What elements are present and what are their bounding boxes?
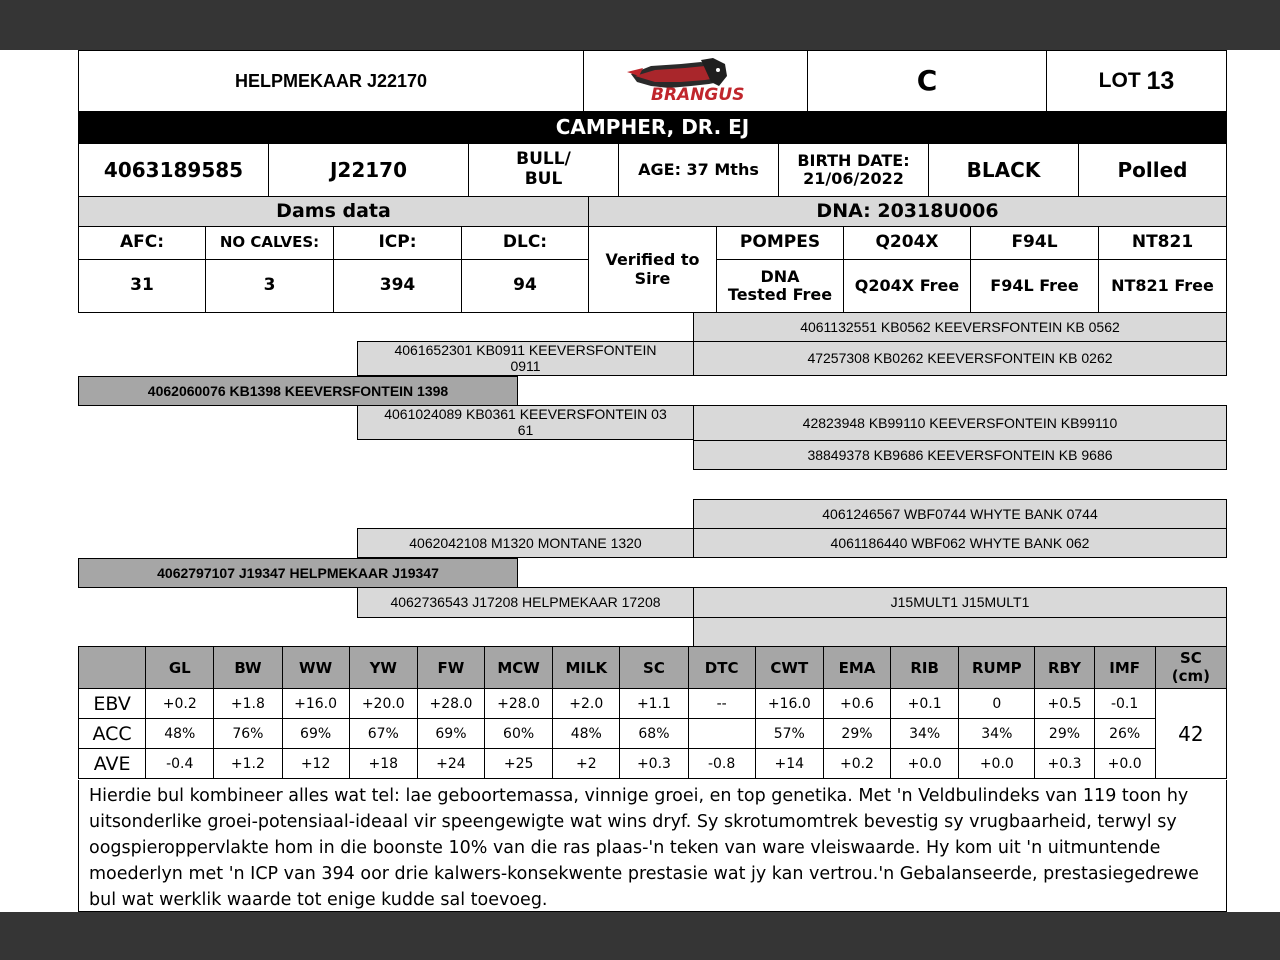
acc-cell: 48% bbox=[553, 719, 620, 749]
ebv-header-sc-cm bbox=[1155, 647, 1226, 689]
ebv-cell: -0.1 bbox=[1094, 689, 1155, 719]
pedigree-ds-sire: 4061246567 WBF0744 WHYTE BANK 0744 bbox=[693, 499, 1227, 529]
dna-header-pompes: POMPES bbox=[716, 226, 844, 260]
ebv-header: RUMP bbox=[959, 647, 1035, 689]
dna-header-q204x: Q204X bbox=[843, 226, 971, 260]
pedigree-dam-sire: 4062042108 M1320 MONTANE 1320 bbox=[357, 528, 694, 558]
acc-cell: 57% bbox=[755, 719, 823, 749]
lot-value: 13 bbox=[1146, 66, 1175, 95]
ebv-header: WW bbox=[282, 647, 349, 689]
ebv-cell: +0.1 bbox=[891, 689, 959, 719]
pedigree-ss-dam: 47257308 KB0262 KEEVERSFONTEIN KB 0262 bbox=[693, 341, 1227, 376]
pedigree-sd-sire: 42823948 KB99110 KEEVERSFONTEIN KB99110 bbox=[693, 405, 1227, 441]
ebv-header: DTC bbox=[688, 647, 755, 689]
pedigree-sire-dam bbox=[357, 405, 694, 440]
acc-cell: 29% bbox=[1035, 719, 1094, 749]
pedigree-sire-sire bbox=[357, 341, 694, 376]
acc-cell bbox=[688, 719, 755, 749]
birth-date-cell bbox=[778, 143, 929, 197]
horn-status: Polled bbox=[1078, 143, 1227, 197]
dams-header-dlc: DLC: bbox=[461, 226, 589, 260]
ebv-table bbox=[78, 646, 1227, 779]
acc-cell: 76% bbox=[214, 719, 282, 749]
brangus-logo bbox=[583, 50, 808, 112]
verified-line-1: Verified to bbox=[605, 250, 700, 270]
ebv-header: FW bbox=[417, 647, 484, 689]
bull-description: Hierdie bul kombineer alles wat tel: lae geboortemassa, vinnige groei, en top genetika. Met 'n Veldbulindeks van 119 toon hy uitsonderlike groei-potensiaal-ideaal vir speengewigte wat wins dryf. Sy skrotumomtrek bevestig sy vrugbaarheid, terwyl sy oogspieroppervlakte hom in die boonste 10% van die ras plaas-'n teken van ware vleiswaarde. Hy kom uit 'n uitmuntende moederlyn met 'n ICP van 394 oor drie kalwers-konsekwente prestasie wat jy kan vertrou.'n Gebalanseerde, prestasiegedrewe bul wat werklik waarde tot enige kudde sal toevoeg. bbox=[78, 780, 1227, 912]
ebv-header: BW bbox=[214, 647, 282, 689]
ebv-header-row bbox=[79, 647, 1227, 689]
ebv-header: SC bbox=[620, 647, 688, 689]
ave-cell: -0.8 bbox=[688, 749, 755, 779]
pedigree-sire: 4062060076 KB1398 KEEVERSFONTEIN 1398 bbox=[78, 376, 518, 406]
birth-date-label: BIRTH DATE: bbox=[797, 150, 910, 170]
acc-cell: 69% bbox=[282, 719, 349, 749]
sire-dam-line-1: 4061024089 KB0361 KEEVERSFONTEIN 03 bbox=[384, 406, 667, 423]
dams-data-title: Dams data bbox=[78, 196, 589, 227]
grade-badge: C bbox=[807, 50, 1047, 112]
dams-header-afc: AFC: bbox=[78, 226, 206, 260]
ebv-cell: +2.0 bbox=[553, 689, 620, 719]
animal-name: HELPMEKAAR J22170 bbox=[78, 50, 584, 112]
sex-line-2: BUL bbox=[524, 169, 563, 189]
ebv-cell: -- bbox=[688, 689, 755, 719]
row-label-ebv: EBV bbox=[79, 689, 146, 719]
ebv-cell: +1.8 bbox=[214, 689, 282, 719]
ave-cell: +18 bbox=[349, 749, 417, 779]
lot-label: LOT bbox=[1098, 68, 1141, 92]
ebv-header: IMF bbox=[1094, 647, 1155, 689]
ebv-cell: +0.6 bbox=[823, 689, 890, 719]
pedigree-dam-dam: 4062736543 J17208 HELPMEKAAR 17208 bbox=[357, 587, 694, 618]
sc-header-line-1: SC bbox=[1179, 649, 1202, 668]
ebv-header: GL bbox=[146, 647, 214, 689]
ave-cell: +0.3 bbox=[620, 749, 688, 779]
lot-number bbox=[1046, 50, 1227, 112]
ave-cell: +0.3 bbox=[1035, 749, 1094, 779]
top-dark-bar bbox=[0, 0, 1280, 50]
acc-cell: 29% bbox=[823, 719, 890, 749]
ebv-row bbox=[79, 689, 1227, 719]
dna-result-pompes bbox=[716, 259, 844, 313]
acc-cell: 48% bbox=[146, 719, 214, 749]
ave-row bbox=[79, 749, 1227, 779]
pedigree-sd-dam: 38849378 KB9686 KEEVERSFONTEIN KB 9686 bbox=[693, 440, 1227, 470]
ebv-header: YW bbox=[349, 647, 417, 689]
ave-cell: -0.4 bbox=[146, 749, 214, 779]
sire-sire-line-1: 4061652301 KB0911 KEEVERSFONTEIN bbox=[394, 342, 657, 359]
ebv-header: RIB bbox=[891, 647, 959, 689]
row-label-ave: AVE bbox=[79, 749, 146, 779]
ebv-header: MILK bbox=[553, 647, 620, 689]
registration-number: 4063189585 bbox=[78, 143, 269, 197]
pedigree-ss-sire: 4061132551 KB0562 KEEVERSFONTEIN KB 0562 bbox=[693, 312, 1227, 342]
dna-header-f94l: F94L bbox=[970, 226, 1099, 260]
breeder-name: CAMPHER, DR. EJ bbox=[78, 111, 1227, 144]
acc-cell: 67% bbox=[349, 719, 417, 749]
sc-cm-value: 42 bbox=[1155, 689, 1226, 779]
dams-value-dlc: 94 bbox=[461, 259, 589, 313]
acc-cell: 60% bbox=[485, 719, 553, 749]
verified-line-2: Sire bbox=[634, 268, 671, 288]
colour: BLACK bbox=[928, 143, 1079, 197]
dna-result-q204x: Q204X Free bbox=[843, 259, 971, 313]
dna-result-nt821: NT821 Free bbox=[1098, 259, 1227, 313]
ebv-header-corner bbox=[79, 647, 146, 689]
ebv-cell: +28.0 bbox=[485, 689, 553, 719]
ebv-cell: +0.2 bbox=[146, 689, 214, 719]
ebv-cell: +0.5 bbox=[1035, 689, 1094, 719]
logo-text: BRANGUS bbox=[650, 85, 744, 105]
ebv-cell: 0 bbox=[959, 689, 1035, 719]
acc-cell: 34% bbox=[891, 719, 959, 749]
age: AGE: 37 Mths bbox=[618, 143, 779, 197]
sex-line-1: BULL/ bbox=[516, 149, 571, 170]
pompes-line-2: Tested Free bbox=[727, 285, 833, 304]
sc-header-line-2: (cm) bbox=[1171, 666, 1210, 685]
ebv-cell: +20.0 bbox=[349, 689, 417, 719]
ebv-header: MCW bbox=[485, 647, 553, 689]
acc-row bbox=[79, 719, 1227, 749]
acc-cell: 26% bbox=[1094, 719, 1155, 749]
ebv-header: EMA bbox=[823, 647, 890, 689]
dna-title: DNA: 20318U006 bbox=[588, 196, 1227, 227]
dna-header-nt821: NT821 bbox=[1098, 226, 1227, 260]
pedigree-ds-dam: 4061186440 WBF062 WHYTE BANK 062 bbox=[693, 528, 1227, 558]
dams-header-icp: ICP: bbox=[333, 226, 462, 260]
animal-tag: J22170 bbox=[268, 143, 469, 197]
pedigree-dam: 4062797107 J19347 HELPMEKAAR J19347 bbox=[78, 558, 518, 588]
ave-cell: +24 bbox=[417, 749, 484, 779]
sex-cell bbox=[468, 143, 619, 197]
ave-cell: +2 bbox=[553, 749, 620, 779]
dams-value-afc: 31 bbox=[78, 259, 206, 313]
sire-sire-line-2: 0911 bbox=[510, 357, 541, 374]
ebv-cell: +28.0 bbox=[417, 689, 484, 719]
ave-cell: +1.2 bbox=[214, 749, 282, 779]
pompes-line-1: DNA bbox=[760, 266, 800, 286]
ave-cell: +14 bbox=[755, 749, 823, 779]
pedigree-dd-dam bbox=[693, 617, 1227, 647]
bottom-dark-bar bbox=[0, 912, 1280, 960]
acc-cell: 34% bbox=[959, 719, 1035, 749]
dams-value-no-calves: 3 bbox=[205, 259, 334, 313]
sire-dam-line-2: 61 bbox=[517, 421, 534, 438]
dna-result-f94l: F94L Free bbox=[970, 259, 1099, 313]
brangus-logo-icon bbox=[621, 56, 771, 106]
birth-date: 21/06/2022 bbox=[803, 169, 904, 188]
ebv-header: CWT bbox=[755, 647, 823, 689]
ave-cell: +0.0 bbox=[1094, 749, 1155, 779]
pedigree-dd-sire: J15MULT1 J15MULT1 bbox=[693, 587, 1227, 618]
dams-header-no-calves: NO CALVES: bbox=[205, 226, 334, 260]
acc-cell: 69% bbox=[417, 719, 484, 749]
ebv-header: RBY bbox=[1035, 647, 1094, 689]
ave-cell: +12 bbox=[282, 749, 349, 779]
ave-cell: +0.2 bbox=[823, 749, 890, 779]
ebv-cell: +16.0 bbox=[282, 689, 349, 719]
acc-cell: 68% bbox=[620, 719, 688, 749]
ebv-cell: +1.1 bbox=[620, 689, 688, 719]
dams-value-icp: 394 bbox=[333, 259, 462, 313]
ave-cell: +25 bbox=[485, 749, 553, 779]
ebv-cell: +16.0 bbox=[755, 689, 823, 719]
ave-cell: +0.0 bbox=[959, 749, 1035, 779]
row-label-acc: ACC bbox=[79, 719, 146, 749]
ave-cell: +0.0 bbox=[891, 749, 959, 779]
verified-to-sire bbox=[588, 226, 717, 313]
